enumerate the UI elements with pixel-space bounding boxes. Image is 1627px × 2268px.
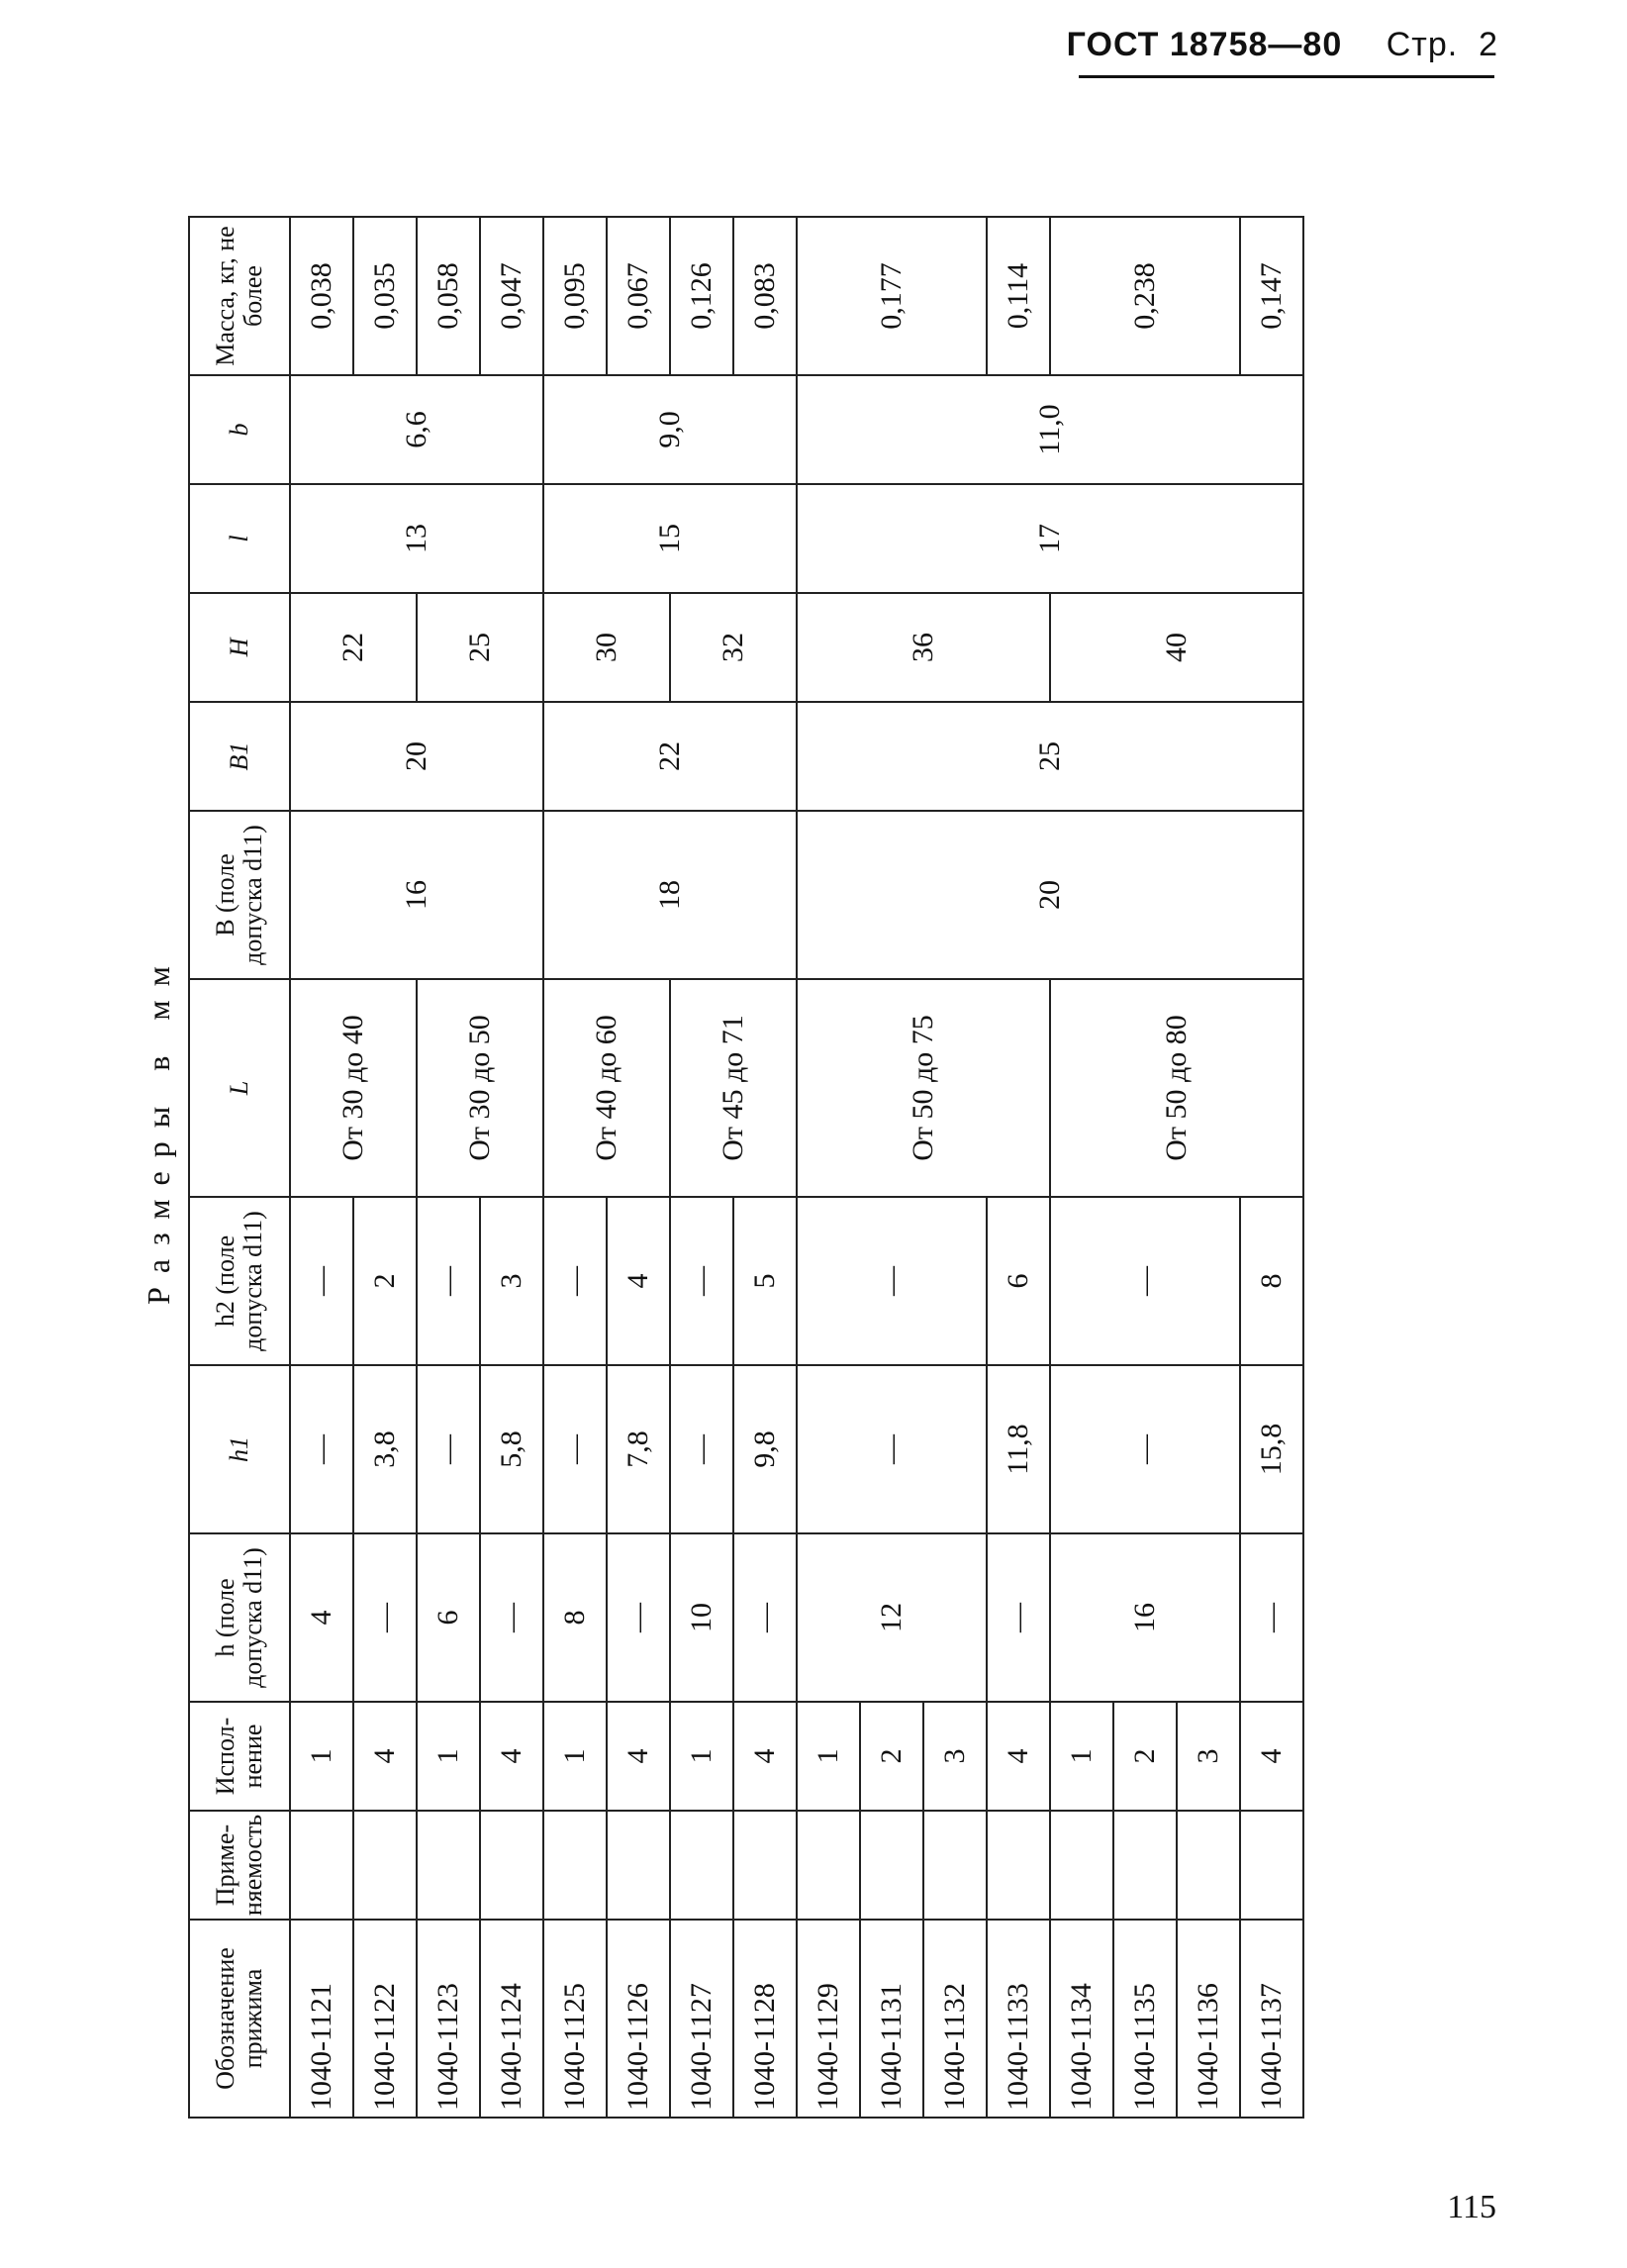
table-row: 1040-1128 4 — 9,8 5 0,083 — [733, 217, 797, 2118]
table-row: 1040-1134 1 16 — — От 50 до 80 40 0,238 — [1050, 217, 1113, 2118]
col-h: h (поле допуска d11) — [189, 1533, 290, 1702]
table-caption: Размеры в мм — [141, 952, 176, 1305]
table-row: 1040-1135 2 — [1113, 217, 1177, 2118]
page-label: Стр. 2 — [1386, 26, 1498, 63]
table-row: 1040-1122 4 — 3,8 2 0,035 — [353, 217, 417, 2118]
table-row: 1040-1126 4 — 7,8 4 0,067 — [607, 217, 670, 2118]
col-version: Исполнение — [189, 1702, 290, 1811]
table-row: 1040-1123 1 6 — — От 30 до 50 25 0,058 — [417, 217, 480, 2118]
page-number: 115 — [1447, 2189, 1496, 2225]
table-row: 1040-1132 3 — [923, 217, 987, 2118]
rotated-table-container — [129, 139, 1356, 2119]
col-B1: B1 — [189, 702, 290, 811]
col-h1: h1 — [189, 1365, 290, 1533]
table-row: 1040-1121 1 4 — — От 30 до 40 16 20 22 13 6,6 0,038 — [290, 217, 353, 2118]
table-row: 1040-1131 2 — [860, 217, 923, 2118]
standard-code: ГОСТ 18758—80 — [1066, 26, 1343, 63]
table-row: 1040-1124 4 — 5,8 3 0,047 — [480, 217, 543, 2118]
table-row: 1040-1129 1 12 — — От 50 до 75 20 25 36 17 11,0 0,177 — [797, 217, 860, 2118]
col-l: l — [189, 484, 290, 593]
table-row: 1040-1137 4 — 15,8 8 0,147 — [1240, 217, 1303, 2118]
col-H: H — [189, 593, 290, 702]
table-row: 1040-1125 1 8 — — От 40 до 60 18 22 30 15 9,0 0,095 — [543, 217, 607, 2118]
col-applicability: Применяемость — [189, 1811, 290, 1920]
header-rule — [1079, 75, 1494, 78]
table-header-row — [189, 217, 290, 2118]
col-h2: h2 (поле допуска d11) — [189, 1197, 290, 1365]
table-row: 1040-1136 3 — [1177, 217, 1240, 2118]
table-row: 1040-1127 1 10 — — От 45 до 71 32 0,126 — [670, 217, 733, 2118]
col-L: L — [189, 979, 290, 1197]
table-row: 1040-1133 4 — 11,8 6 0,114 — [987, 217, 1050, 2118]
col-b: b — [189, 375, 290, 484]
col-designation: Обозначение прижима — [189, 1920, 290, 2118]
col-B: B (поле допуска d11) — [189, 811, 290, 979]
page-header — [1067, 26, 1498, 64]
dimensions-table — [188, 216, 1304, 2119]
col-mass: Масса, кг, не более — [189, 217, 290, 375]
